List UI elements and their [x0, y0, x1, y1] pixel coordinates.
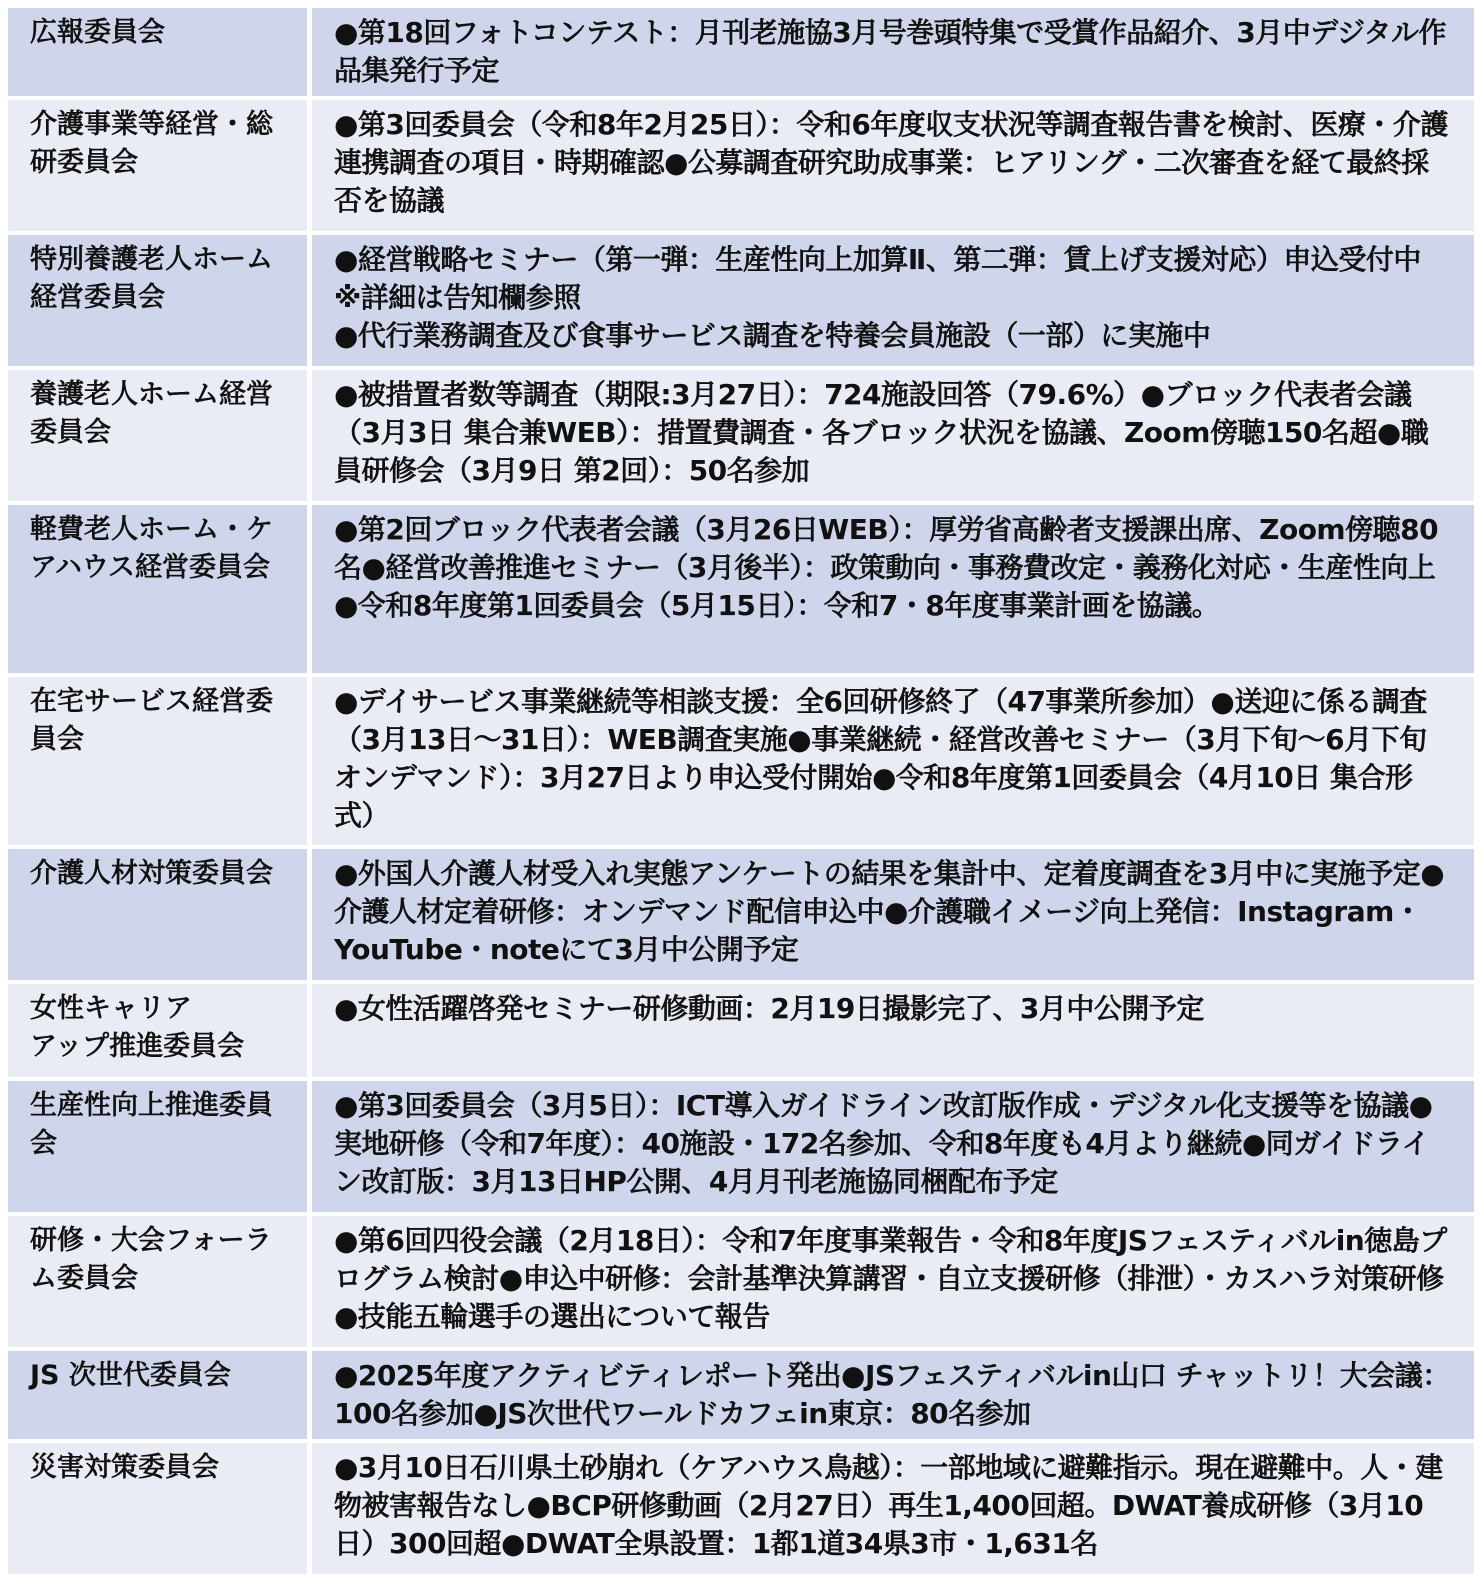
committee-row: [8, 849, 1474, 980]
committee-row: [8, 1443, 1474, 1574]
committee-name: 軽費老人ホーム・ケアハウス経営委員会: [8, 505, 312, 673]
committee-name: 介護人材対策委員会: [8, 849, 312, 980]
committee-name: 特別養護老人ホーム経営委員会: [8, 235, 312, 366]
committee-name: 研修・大会フォーラム委員会: [8, 1216, 312, 1347]
committee-row: [8, 100, 1474, 231]
committee-activity-summary: ●被措置者数等調査（期限:3月27日）：724施設回答（79.6%）●ブロック代表者会議（3月3日 集合兼WEB）：措置費調査・各ブロック状況を協議、Zoom傍聴150名超●職員研修会（3月9日 第2回）：50名参加: [312, 370, 1474, 501]
committee-row: [8, 1081, 1474, 1212]
committee-row: [8, 505, 1474, 673]
committee-report-table: [8, 4, 1474, 1578]
committee-name: 広報委員会: [8, 8, 312, 96]
committee-activity-summary: ●2025年度アクティビティレポート発出●JSフェスティバルin山口 チャットリ！大会議：100名参加●JS次世代ワールドカフェin東京：80名参加: [312, 1351, 1474, 1439]
committee-name: 在宅サービス経営委員会: [8, 677, 312, 845]
committee-row: [8, 235, 1474, 366]
committee-activity-summary: ●第6回四役会議（2月18日）：令和7年度事業報告・令和8年度JSフェスティバルin徳島プログラム検討●申込中研修：会計基準決算講習・自立支援研修（排泄）・カスハラ対策研修●技能五輪選手の選出について報告: [312, 1216, 1474, 1347]
committee-row: [8, 8, 1474, 96]
committee-activity-summary: ●女性活躍啓発セミナー研修動画：2月19日撮影完了、3月中公開予定: [312, 984, 1474, 1077]
committee-row: [8, 677, 1474, 845]
committee-name: 介護事業等経営・総研委員会: [8, 100, 312, 231]
committee-row: [8, 370, 1474, 501]
committee-activity-summary: ●3月10日石川県土砂崩れ（ケアハウス鳥越）：一部地域に避難指示。現在避難中。人・建物被害報告なし●BCP研修動画（2月27日）再生1,400回超。DWAT養成研修（3月10日）300回超●DWAT全県設置：1都1道34県3市・1,631名: [312, 1443, 1474, 1574]
committee-row: [8, 984, 1474, 1077]
committee-activity-summary: ●第18回フォトコンテスト：月刊老施協3月号巻頭特集で受賞作品紹介、3月中デジタル作品集発行予定: [312, 8, 1474, 96]
committee-activity-summary: ●経営戦略セミナー（第一弾：生産性向上加算Ⅱ、第二弾：賃上げ支援対応）申込受付中 ※詳細は告知欄参照 ●代行業務調査及び食事サービス調査を特養会員施設（一部）に実施中: [312, 235, 1474, 366]
committee-name: 生産性向上推進委員会: [8, 1081, 312, 1212]
committee-name: JS 次世代委員会: [8, 1351, 312, 1439]
committee-name: 災害対策委員会: [8, 1443, 312, 1574]
committee-name: 養護老人ホーム経営委員会: [8, 370, 312, 501]
committee-activity-summary: ●外国人介護人材受入れ実態アンケートの結果を集計中、定着度調査を3月中に実施予定●介護人材定着研修：オンデマンド配信申込中●介護職イメージ向上発信：Instagram・YouTube・noteにて3月中公開予定: [312, 849, 1474, 980]
committee-activity-summary: ●第3回委員会（3月5日）：ICT導入ガイドライン改訂版作成・デジタル化支援等を協議●実地研修（令和7年度）：40施設・172名参加、令和8年度も4月より継続●同ガイドライン改訂版：3月13日HP公開、4月月刊老施協同梱配布予定: [312, 1081, 1474, 1212]
committee-activity-summary: ●デイサービス事業継続等相談支援：全6回研修終了（47事業所参加）●送迎に係る調査（3月13日～31日）：WEB調査実施●事業継続・経営改善セミナー（3月下旬～6月下旬 オンデマンド）：3月27日より申込受付開始●令和8年度第1回委員会（4月10日 集合形式）: [312, 677, 1474, 845]
committee-name: 女性キャリア アップ推進委員会: [8, 984, 312, 1077]
committee-activity-summary: ●第3回委員会（令和8年2月25日）：令和6年度収支状況等調査報告書を検討、医療・介護連携調査の項目・時期確認●公募調査研究助成事業：ヒアリング・二次審査を経て最終採否を協議: [312, 100, 1474, 231]
committee-row: [8, 1216, 1474, 1347]
committee-row: [8, 1351, 1474, 1439]
committee-report-body: [8, 8, 1474, 1574]
committee-activity-summary: ●第2回ブロック代表者会議（3月26日WEB）：厚労省高齢者支援課出席、Zoom傍聴80名●経営改善推進セミナー（3月後半）：政策動向・事務費改定・義務化対応・生産性向上●令和8年度第1回委員会（5月15日）：令和7・8年度事業計画を協議。: [312, 505, 1474, 673]
